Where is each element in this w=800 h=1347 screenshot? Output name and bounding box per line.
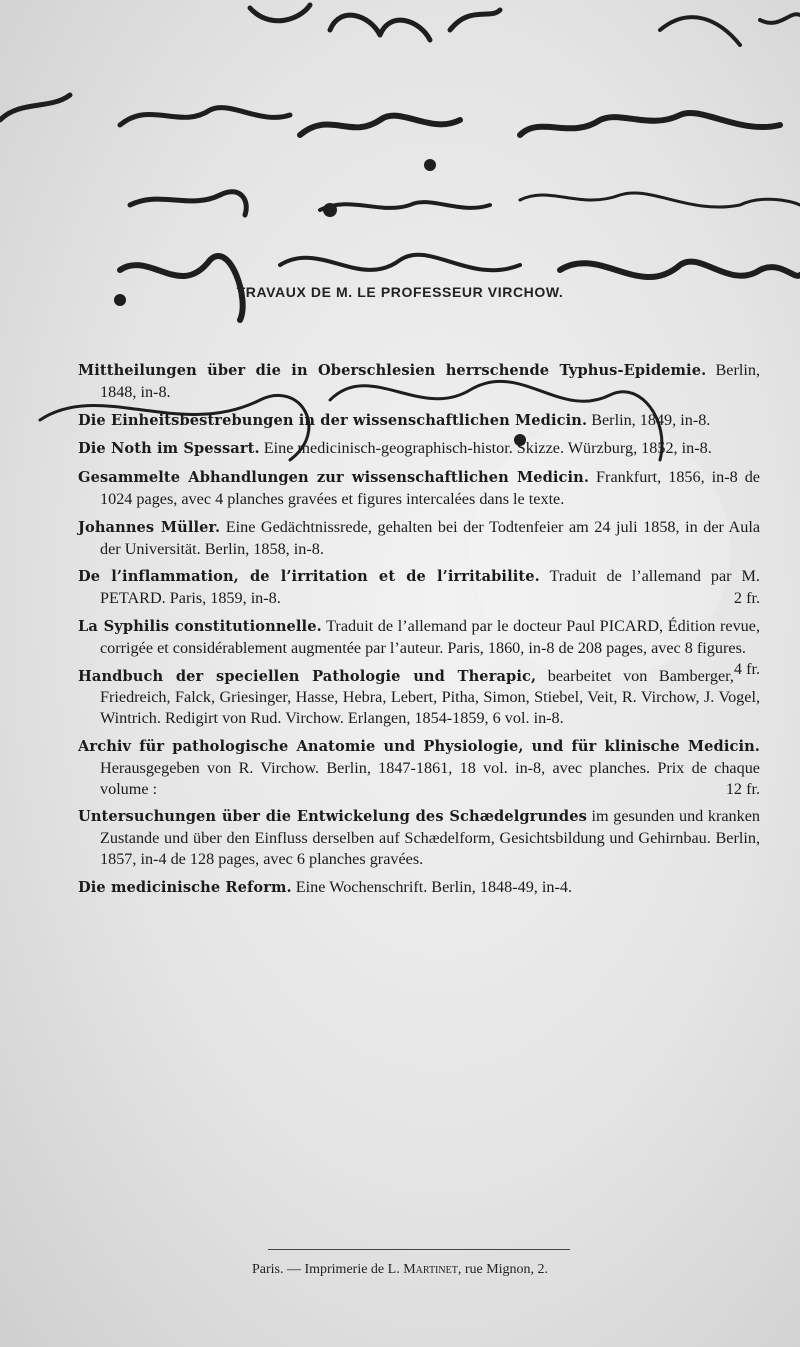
imprint-dash: — <box>286 1262 301 1277</box>
entry-detail: Eine medicinisch-geographisch-histor. Skizze. Würzburg, 1852, in-8. <box>263 439 712 458</box>
list-item <box>78 438 760 460</box>
entry-detail: Berlin, 1849, in-8. <box>591 410 711 429</box>
imprint-city: Paris. <box>251 1262 284 1277</box>
entry-detail: Herausgegeben von R. Virchow. Berlin, 1847-1861, 18 vol. in-8, avec planches. Prix de chaque volume : <box>100 758 760 798</box>
entry-title: La Syphilis constitutionnelle. <box>78 617 322 635</box>
entry-title: Archiv für pathologische Anatomie und Physiologie, und für klinische Medicin. <box>78 737 760 755</box>
list-item <box>78 877 760 899</box>
list-item <box>78 806 760 869</box>
printer-imprint <box>0 1262 800 1278</box>
entry-detail: Traduit de l’allemand par le docteur Paul PICARD, Édition revue, corrigée et considérablement augmentée par l’auteur. Paris, 1860, in-8 de 208 pages, avec 8 figures. <box>100 616 760 657</box>
entry-detail: Berlin, 1848, in-8. <box>100 361 760 401</box>
list-item <box>78 360 760 403</box>
entry-detail: Traduit de l’allemand par M. PETARD. Paris, 1859, in-8. <box>100 567 760 608</box>
entry-title: Die Einheitsbestrebungen in der wissenschaftlichen Medicin. <box>78 411 588 429</box>
list-item <box>78 410 760 432</box>
page-heading: TRAVAUX DE M. LE PROFESSEUR VIRCHOW. <box>236 284 564 300</box>
entry-detail: Frankfurt, 1856, in-8 de 1024 pages, avec 4 planches gravées et figures intercalées dans le texte. <box>100 468 760 508</box>
entry-title: Die Noth im Spessart. <box>78 440 260 458</box>
entry-detail: im gesunden und kranken Zustande und über den Einfluss derselben auf Schædelform, Gesichtsbildung und Gehirnbau. Berlin, 1857, in-4 de 128 pages, avec 6 planches gravées. <box>100 807 761 868</box>
entry-price: 2 fr. <box>733 589 760 608</box>
entry-title: Johannes Müller. <box>78 518 221 536</box>
entry-title: Die medicinische Reform. <box>78 878 292 896</box>
entry-detail: Eine Gedächtnissrede, gehalten bei der Todtenfeier am 24 juli 1858, in der Aula der Universität. Berlin, 1858, in-8. <box>100 517 760 558</box>
list-item <box>78 736 760 799</box>
entry-title: Handbuch der speciellen Pathologie und Therapic, <box>78 667 537 685</box>
imprint-printer-name: Martinet <box>403 1262 458 1277</box>
list-item <box>78 666 760 729</box>
list-item <box>78 566 760 609</box>
bibliography-list <box>78 360 760 906</box>
entry-title: De l’inflammation, de l’irritation et de l’irritabilite. <box>78 568 540 586</box>
list-item <box>78 467 760 510</box>
entry-price: 12 fr. <box>725 779 760 798</box>
footer-divider <box>268 1249 570 1250</box>
imprint-address: , rue Mignon, 2. <box>457 1262 549 1277</box>
imprint-prefix: Imprimerie de L. <box>304 1262 400 1277</box>
entry-title: Untersuchungen über die Entwickelung des Schædelgrundes <box>78 808 587 826</box>
entry-price: 4 fr. <box>733 659 760 678</box>
entry-title: Mittheilungen über die in Oberschlesien herrschende Typhus-Epidemie. <box>78 362 707 379</box>
entry-detail: Eine Wochenschrift. Berlin, 1848-49, in-4. <box>295 877 573 896</box>
entry-title: Gesammelte Abhandlungen zur wissenschaftlichen Medicin. <box>78 469 590 487</box>
list-item <box>78 517 760 560</box>
entry-detail: bearbeitet von Bamberger, Friedreich, Falck, Griesinger, Hasse, Hebra, Lebert, Pitha, Simon, Stiebel, Veit, R. Virchow, J. Vogel, Wintrich. Redigirt von Rud. Virchow. Erlangen, 1854-1859, 6 vol. in-8. <box>100 666 760 728</box>
